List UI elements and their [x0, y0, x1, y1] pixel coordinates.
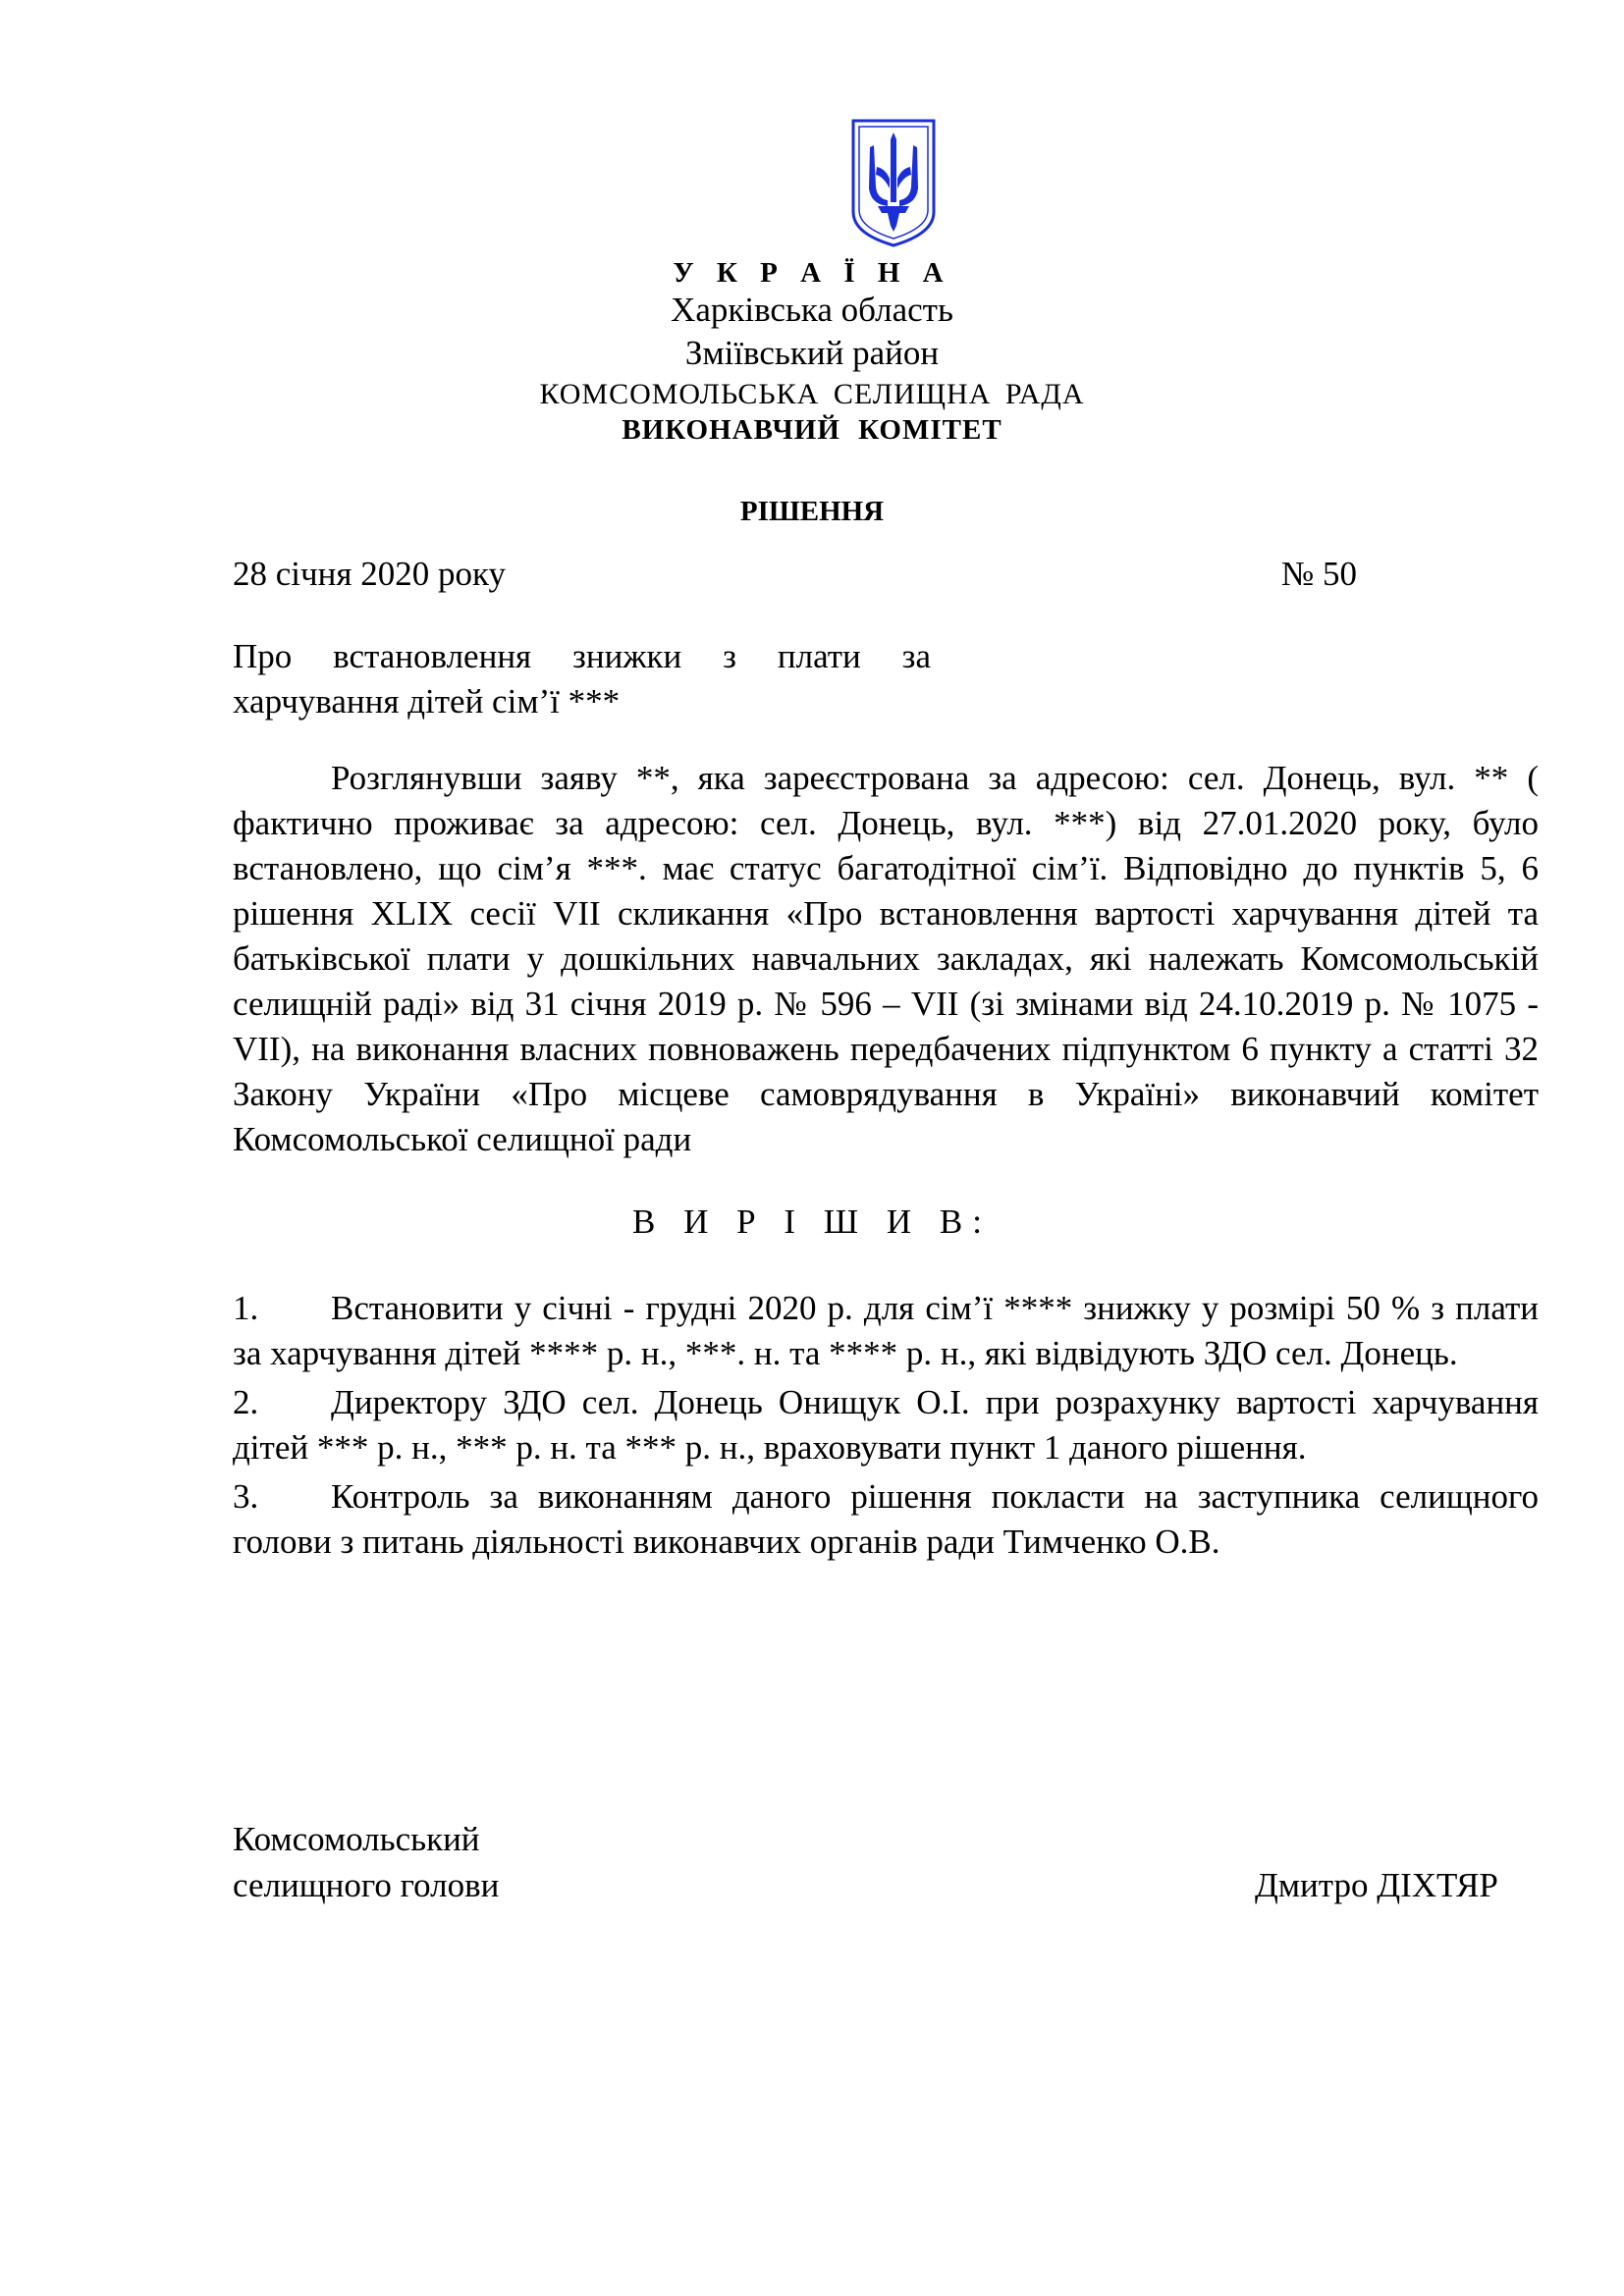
signature-position-line2: селищного голови: [233, 1866, 500, 1904]
country-name: У К Р А Ї Н А: [673, 257, 951, 289]
list-item: [233, 1286, 1539, 1376]
signatory-name: Дмитро ДІХТЯР: [1255, 1866, 1498, 1904]
signature-position: [233, 1816, 499, 1908]
decision-subject: Про встановлення знижки з плати за харчування дітей сім’ї ***: [233, 637, 931, 721]
preamble-paragraph: Розглянувши заяву **, яка зареєстрована за адресою: сел. Донець, вул. ** ( фактично проживає за адресою: сел. Донець, вул. ***) від 27.01.2020 року, було встановлено, що сім’я ***. має статус багатодітної сім’ї. Відповідно до пунктів 5, 6 рішення XLIX сесії VII скликання «Про встановлення вартості харчування дітей та батьківської плати у дошкільних навчальних закладах, які належать Комсомольській селищній раді» від 31 січня 2019 р. № 596 – VII (зі змінами від 24.10.2019 р. № 1075 - VII), на виконання власних повноважень передбачених підпунктом 6 пункту а статті 32 Закону України «Про місцеве самоврядування в Україні» виконавчий комітет Комсомольської селищної ради: [233, 759, 1539, 1158]
tryzub-coat-of-arms-icon: [850, 118, 937, 248]
list-item: [233, 1380, 1539, 1470]
resolution-list: [233, 1286, 1539, 1569]
list-item-text: Директору ЗДО сел. Донець Онищук О.І. при розрахунку вартості харчування дітей *** р. н., *** р. н. та *** р. н., враховувати пункт 1 даного рішення.: [233, 1383, 1539, 1467]
list-item-number: 3.: [233, 1477, 259, 1516]
committee-name: ВИКОНАВЧИЙ КОМІТЕТ: [622, 414, 1002, 446]
decision-date: 28 січня 2020 року: [233, 555, 506, 593]
resolved-heading: В И Р І Ш И В:: [632, 1202, 992, 1241]
list-item: [233, 1474, 1539, 1565]
list-item-text: Встановити у січні - грудні 2020 р. для сім’ї **** знижку у розмірі 50 % з плати за харчування дітей **** р. н., ***. н. та **** р. н., які відвідують ЗДО сел. Донець.: [233, 1289, 1539, 1372]
decision-number: № 50: [1280, 555, 1357, 593]
decision-title: РІШЕННЯ: [739, 496, 885, 527]
list-item-number: 2.: [233, 1383, 259, 1421]
list-item-text: Контроль за виконанням даного рішення покласти на заступника селищного голови з питань діяльності виконавчих органів ради Тимченко О.В.: [233, 1477, 1539, 1561]
council-name: КОМСОМОЛЬСЬКА СЕЛИЩНА РАДА: [539, 378, 1085, 410]
decision-meta-row: [233, 555, 1357, 594]
rayon-name: Зміївський район: [684, 334, 940, 372]
oblast-name: Харківська область: [671, 291, 953, 329]
signature-position-line1: Комсомольський: [233, 1820, 480, 1858]
list-item-number: 1.: [233, 1289, 259, 1327]
